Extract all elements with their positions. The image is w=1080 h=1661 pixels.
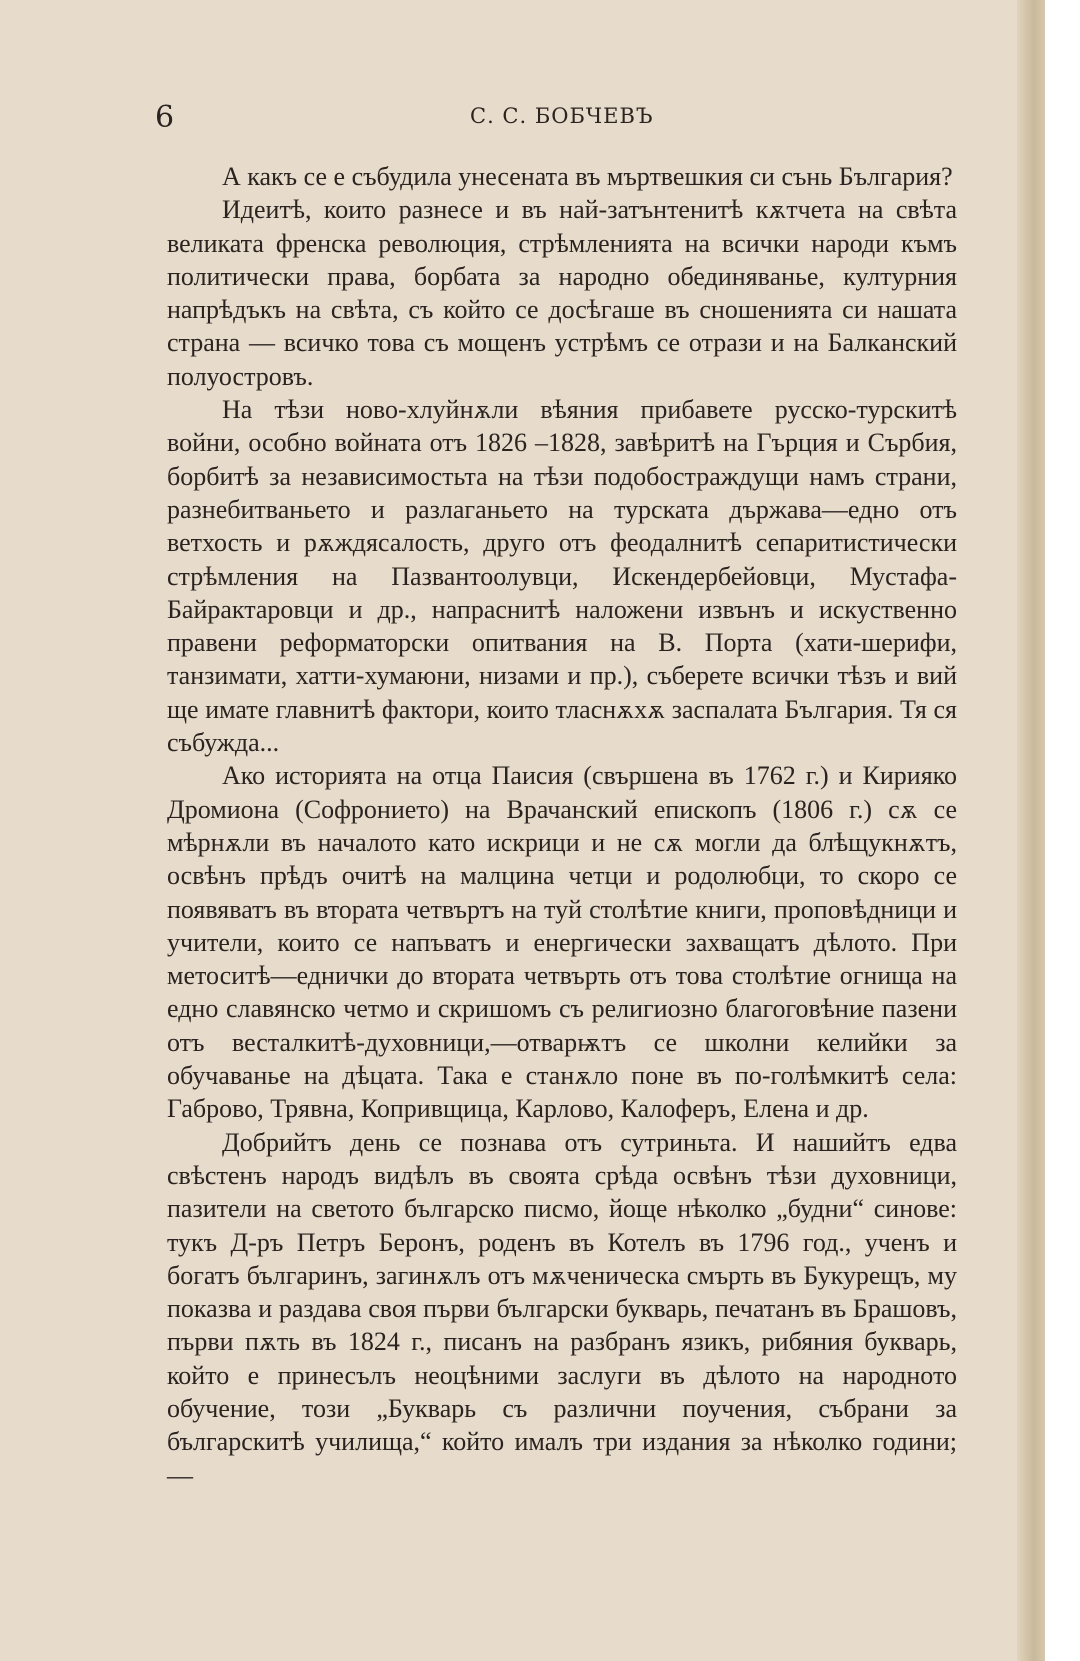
running-head: С. С. БОБЧЕВЪ xyxy=(470,104,654,128)
page-header xyxy=(0,100,1045,140)
paragraph: А какъ се е събудила унесената въ мъртвешкия си сънь България? xyxy=(222,162,953,191)
paragraph: Ако историята на отца Паисия (свършена въ 1762 г.) и Кирияко Дромиона (Софронието) на Врачанский епископъ (1806 г.) сѫ се мѣрнѫли въ началото като искрици и не сѫ могли да блѣщукнѫтъ, освѣнъ прѣдъ очитѣ на малцина четци и родолюбци, то скоро се появяватъ въ втората четвъртъ на туй столѣтие книги, проповѣдници и учители, които се напъватъ и енергически захващатъ дѣлото. При метоситѣ—еднички до втората четвърть отъ това столѣтие огнища на едно славянско четмо и скришомъ съ религиозно благоговѣние пазени отъ весталкитѣ-духовници,—отварѭтъ се школни келийки за обучаванье на дѣцата. Така е станѫло поне въ по-голѣмкитѣ села: Габрово, Трявна, Копривщица, Карлово, Калоферъ, Елена и др. xyxy=(167,761,957,1124)
paragraph: Добрийтъ день се познава отъ сутриньта. И нашийтъ едва свѣстенъ народъ видѣлъ въ своята срѣда освѣнъ тѣзи духовници, пазители на светото българско писмо, йоще нѣколко „будни“ синове: тукъ Д-ръ Петръ Беронъ, роденъ въ Котелъ въ 1796 год., ученъ и богатъ българинъ, загинѫлъ отъ мѫченическа смърть въ Букурещъ, му показва и раздава своя първи български букварь, печатанъ въ Брашовъ, първи пѫть въ 1824 г., писанъ на разбранъ язикъ, рибяния букварь, който е принесълъ неоцѣними заслуги въ дѣлото на народното обучение, този „Букварь съ различни поучения, събрани за българскитѣ училища,“ който ималъ три издания за нѣколко години; — xyxy=(167,1127,957,1490)
page-number: 6 xyxy=(155,100,175,135)
page-edge-shadow xyxy=(1017,0,1045,1661)
body-text xyxy=(167,160,957,1492)
paragraph: На тѣзи ново-хлуйнѫли вѣяния прибавете русско-турскитѣ войни, особно войната отъ 1826 –1828, завѣритѣ на Гърция и Сърбия, борбитѣ за независимостьта на тѣзи подобостраждущи намъ страни, разнебитваньето и разлаганьето на турската държава—едно отъ ветхость и рѫждясалость, друго отъ феодалнитѣ сепаритистически стрѣмления на Пазвантоолувци, Искендербейовци, Мустафа-Байрактаровци и др., напраснитѣ наложени извънъ и искуственно правени реформаторски опитвания на В. Порта (хати-шерифи, танзимати, хатти-хумаюни, низами и пр.), съберете всички тѣзъ и вий ще имате главнитѣ фактори, които тласнѫхѫ заспалата България. Тя ся събужда... xyxy=(167,395,957,758)
paragraph: Идеитѣ, които разнесе и въ най-затънтенитѣ кѫтчета на свѣта великата френска революция, стрѣмленията на всички народи къмъ политически права, борбата за народно обединяванье, културния напрѣдъкъ на свѣта, съ който се досѣгаше въ сношенията си нашата страна — всичко това съ мощенъ устрѣмъ се отрази и на Балканский полуостровъ. xyxy=(167,195,957,391)
